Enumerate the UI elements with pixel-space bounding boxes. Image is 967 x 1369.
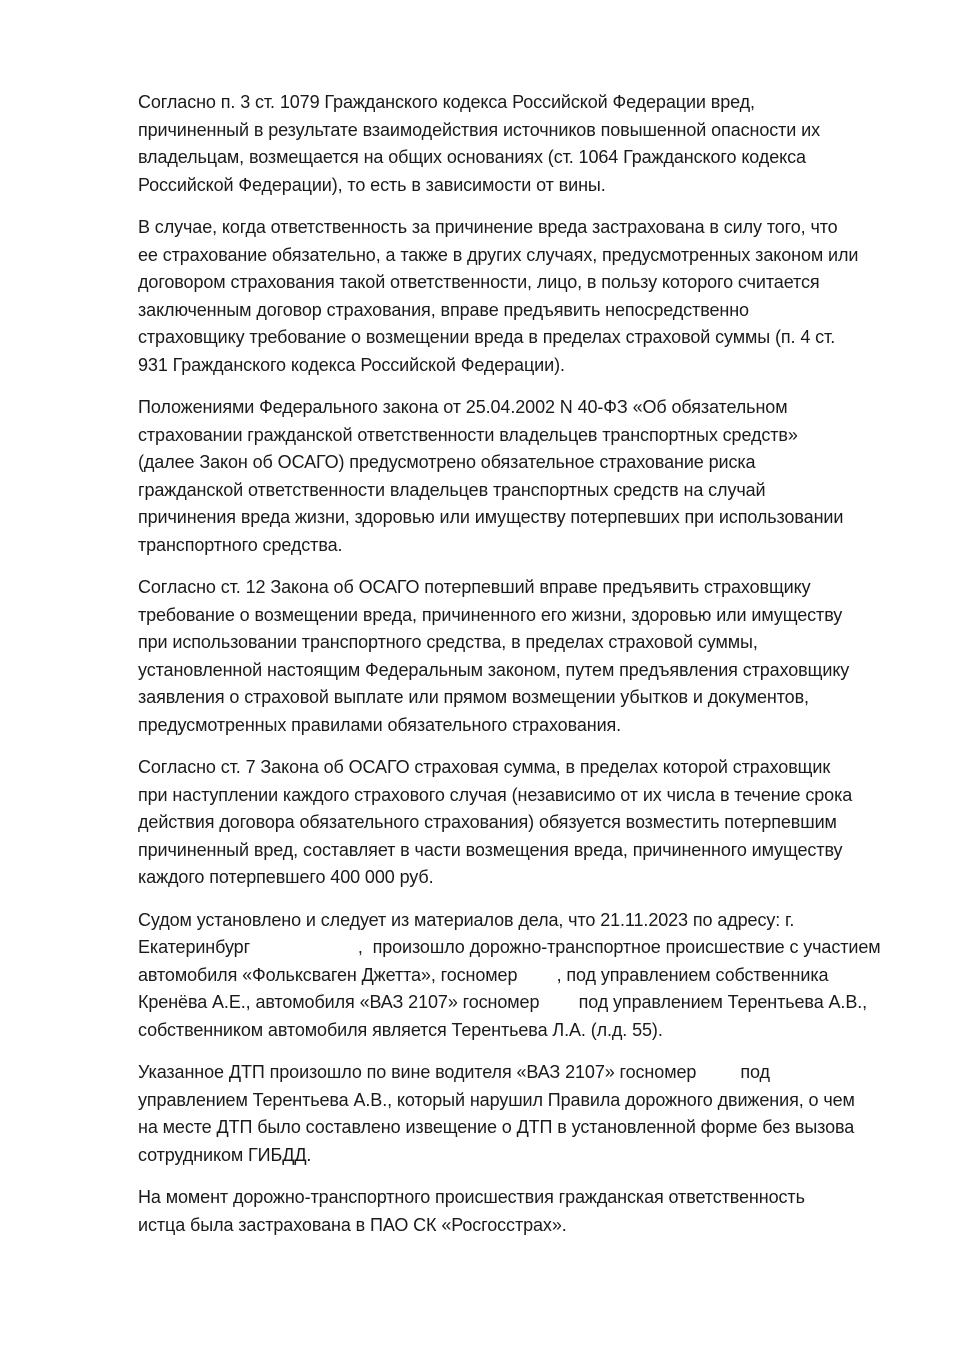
paragraph xyxy=(138,754,928,892)
text-line: транспортного средства. xyxy=(138,534,343,555)
text-line: причиненный в результате взаимодействия источников повышенной опасности их xyxy=(138,119,821,140)
text-line: Согласно ст. 7 Закона об ОСАГО страховая сумма, в пределах которой страховщик xyxy=(138,757,831,777)
text-line: автомобиля «Фольксваген Джетта», госномер , под управлением собственника xyxy=(138,964,829,985)
paragraph xyxy=(138,89,928,199)
text-line: страховании гражданской ответственности владельцев транспортных средств» xyxy=(138,424,798,445)
text-line: страховщику требование о возмещении вреда в пределах страховой суммы (п. 4 ст. xyxy=(138,327,836,347)
text-line: Кренёва А.Е., автомобиля «ВАЗ 2107» госномер под управлением Терентьева А.В., xyxy=(138,992,868,1012)
paragraph xyxy=(138,1059,928,1169)
paragraph xyxy=(138,574,928,739)
text-line: при использовании транспортного средства, в пределах страховой суммы, xyxy=(138,632,758,652)
text-line: договором страхования такой ответственности, лицо, в пользу которого считается xyxy=(138,272,820,292)
text-line: установленной настоящим Федеральным законом, путем предъявления страховщику xyxy=(138,659,850,680)
text-line: Согласно ст. 12 Закона об ОСАГО потерпевший вправе предъявить страховщику xyxy=(138,577,811,597)
text-line: сотрудником ГИБДД. xyxy=(138,1144,312,1165)
paragraph xyxy=(138,1184,928,1239)
text-line: В случае, когда ответственность за причинение вреда застрахована в силу того, что xyxy=(138,217,838,237)
text-line: Согласно п. 3 ст. 1079 Гражданского кодекса Российской Федерации вред, xyxy=(138,92,755,112)
text-line: Положениями Федерального закона от 25.04.2002 N 40-ФЗ «Об обязательном xyxy=(138,397,788,417)
text-line: собственником автомобиля является Терентьева Л.А. (л.д. 55). xyxy=(138,1019,663,1040)
paragraph xyxy=(138,394,928,559)
document-body xyxy=(138,89,928,1239)
text-line: причиненный вред, составляет в части возмещения вреда, причиненного имуществу xyxy=(138,839,843,860)
paragraph xyxy=(138,214,928,379)
text-line: Указанное ДТП произошло по вине водителя «ВАЗ 2107» госномер под xyxy=(138,1062,770,1082)
text-line: Российской Федерации), то есть в зависимости от вины. xyxy=(138,174,606,195)
text-line: истца была застрахована в ПАО СК «Росгосстрах». xyxy=(138,1214,567,1235)
text-line: На момент дорожно-транспортного происшествия гражданская ответственность xyxy=(138,1187,805,1207)
text-line: при наступлении каждого страхового случая (независимо от их числа в течение срока xyxy=(138,784,853,805)
text-line: 931 Гражданского кодекса Российской Федерации). xyxy=(138,354,565,375)
text-line: Екатеринбург , произошло дорожно-транспортное происшествие с участием xyxy=(138,937,881,957)
text-line: (далее Закон об ОСАГО) предусмотрено обязательное страхование риска xyxy=(138,452,756,472)
text-line: каждого потерпевшего 400 000 руб. xyxy=(138,867,434,887)
text-line: требование о возмещении вреда, причиненного его жизни, здоровью или имуществу xyxy=(138,604,843,625)
paragraph xyxy=(138,907,928,1045)
text-line: гражданской ответственности владельцев транспортных средств на случай xyxy=(138,479,766,500)
text-line: управлением Терентьева А.В., который нарушил Правила дорожного движения, о чем xyxy=(138,1089,855,1110)
text-line: на месте ДТП было составлено извещение о ДТП в установленной форме без вызова xyxy=(138,1117,855,1137)
text-line: заключенным договор страхования, вправе предъявить непосредственно xyxy=(138,299,749,320)
text-line: причинения вреда жизни, здоровью или имуществу потерпевших при использовании xyxy=(138,507,844,527)
text-line: предусмотренных правилами обязательного страхования. xyxy=(138,714,622,735)
text-line: заявления о страховой выплате или прямом возмещении убытков и документов, xyxy=(138,687,809,707)
text-line: владельцам, возмещается на общих основаниях (ст. 1064 Гражданского кодекса xyxy=(138,147,806,167)
text-line: действия договора обязательного страхования) обязуется возместить потерпевшим xyxy=(138,812,837,832)
text-line: ее страхование обязательно, а также в других случаях, предусмотренных законом или xyxy=(138,244,859,265)
text-line: Судом установлено и следует из материалов дела, что 21.11.2023 по адресу: г. xyxy=(138,909,795,930)
